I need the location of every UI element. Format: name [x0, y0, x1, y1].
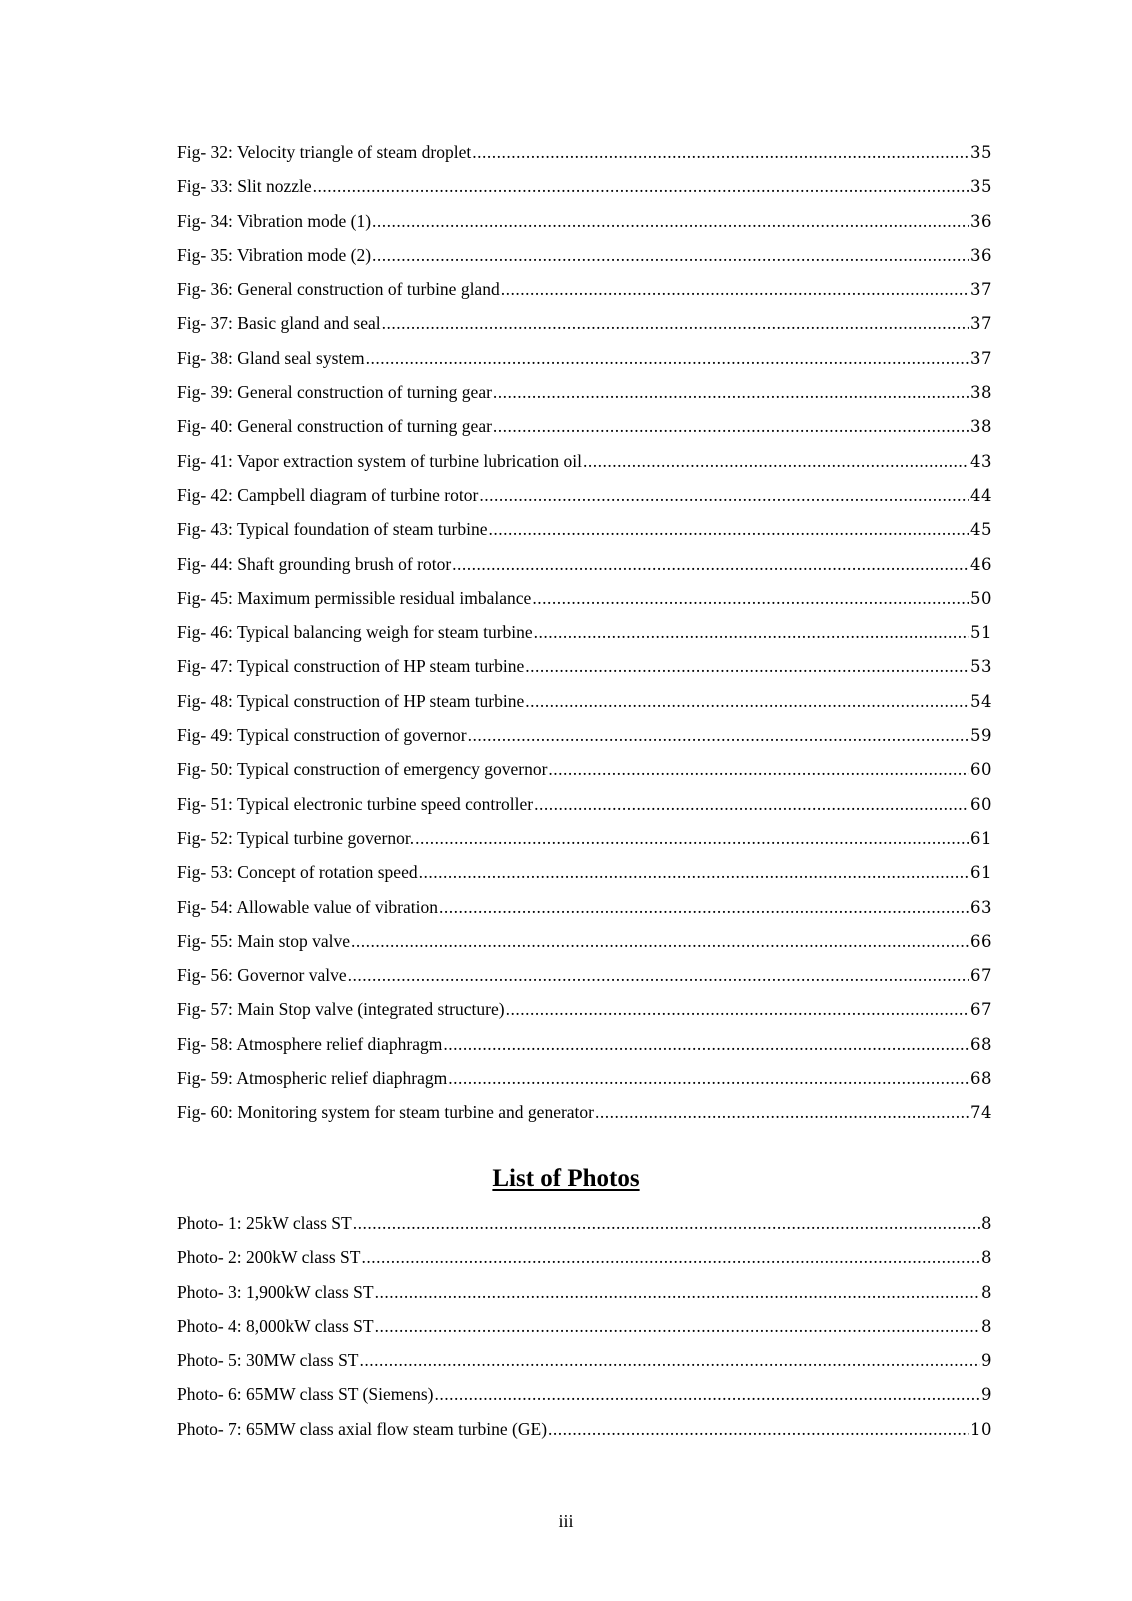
figure-entry-label: Fig- 38: Gland seal system [177, 347, 365, 368]
figure-entry-page-number: 37 [970, 348, 992, 368]
figure-entry-page-number: 43 [970, 451, 992, 471]
photo-entry-page-number: 8 [981, 1282, 992, 1302]
dot-leader [439, 896, 969, 918]
dot-leader [351, 930, 969, 952]
list-of-photos [177, 1212, 992, 1452]
photo-entry-label: Photo- 1: 25kW class ST [177, 1213, 352, 1233]
dot-leader [348, 964, 969, 986]
dot-leader [419, 861, 969, 883]
dot-leader [361, 1246, 980, 1268]
figure-entry-page-number: 67 [970, 966, 992, 986]
figure-entry-page-number: 37 [970, 314, 992, 334]
photo-entry-label: Photo- 7: 65MW class axial flow steam turbine (GE) [177, 1418, 548, 1439]
figure-entry-label: Fig- 33: Slit nozzle [177, 176, 312, 197]
photo-entry-label: Photo- 2: 200kW class ST [177, 1247, 361, 1268]
figure-entry-label: Fig- 58: Atmosphere relief diaphragm [177, 1033, 443, 1054]
figure-entry-page-number: 51 [970, 623, 992, 643]
figure-entry-page-number: 38 [970, 417, 992, 437]
figure-entry-label: Fig- 34: Vibration mode (1) [177, 210, 372, 231]
photo-entry-page-number: 8 [981, 1214, 992, 1233]
photo-entry[interactable] [177, 1315, 992, 1349]
photo-entry-label: Photo- 6: 65MW class ST (Siemens) [177, 1384, 434, 1405]
figure-entry-page-number: 36 [970, 245, 992, 265]
dot-leader [448, 1067, 969, 1089]
dot-leader [493, 415, 969, 437]
dot-leader [372, 210, 969, 232]
photo-entry-page-number: 8 [981, 1316, 992, 1336]
figure-entry-label: Fig- 36: General construction of turbine gland [177, 279, 500, 300]
dot-leader [506, 998, 969, 1020]
figure-entry-label: Fig- 42: Campbell diagram of turbine rotor [177, 484, 479, 505]
figure-entry[interactable] [177, 896, 992, 930]
figure-entry[interactable] [177, 1067, 992, 1101]
figure-entry[interactable] [177, 827, 992, 861]
dot-leader [468, 724, 969, 746]
photo-entry-page-number: 9 [981, 1351, 992, 1371]
photo-entry-label: Photo- 3: 1,900kW class ST [177, 1281, 374, 1302]
figure-entry-page-number: 61 [970, 863, 992, 883]
figure-entry-page-number: 61 [970, 828, 992, 848]
dot-leader [493, 381, 969, 403]
figure-entry[interactable] [177, 278, 992, 312]
figure-entry-label: Fig- 54: Allowable value of vibration [177, 896, 438, 917]
photo-entry-page-number: 10 [970, 1419, 992, 1439]
figure-entry[interactable] [177, 724, 992, 758]
figure-entry-label: Fig- 47: Typical construction of HP steam turbine [177, 656, 525, 677]
figure-entry[interactable] [177, 998, 992, 1032]
figure-entry-page-number: 60 [970, 760, 992, 780]
dot-leader [366, 347, 969, 369]
dot-leader [375, 1315, 980, 1337]
photo-entry-page-number: 8 [981, 1248, 992, 1268]
figure-entry-label: Fig- 45: Maximum permissible residual imbalance [177, 587, 532, 608]
figure-entry-page-number: 45 [970, 520, 992, 540]
figure-entry[interactable] [177, 690, 992, 724]
dot-leader [595, 1101, 969, 1123]
figure-entry-page-number: 66 [970, 931, 992, 951]
figure-entry[interactable] [177, 553, 992, 587]
figure-entry-label: Fig- 35: Vibration mode (2) [177, 244, 372, 265]
figure-entry-page-number: 63 [970, 897, 992, 917]
figure-entry[interactable] [177, 450, 992, 484]
list-of-photos-heading [0, 1164, 1132, 1194]
figure-entry[interactable] [177, 758, 992, 792]
figure-entry-label: Fig- 44: Shaft grounding brush of rotor [177, 553, 452, 574]
figure-entry-label: Fig- 50: Typical construction of emergency governor [177, 759, 548, 780]
figure-entry-label: Fig- 37: Basic gland and seal [177, 313, 381, 334]
photo-entry-page-number: 9 [981, 1385, 992, 1405]
photo-entry[interactable] [177, 1383, 992, 1417]
dot-leader [375, 1281, 980, 1303]
dot-leader [583, 450, 969, 472]
dot-leader [415, 827, 969, 849]
figure-entry-label: Fig- 40: General construction of turning gear [177, 416, 492, 437]
figure-entry[interactable] [177, 210, 992, 244]
figure-entry[interactable] [177, 655, 992, 689]
figure-entry[interactable] [177, 484, 992, 518]
figure-entry[interactable] [177, 518, 992, 552]
dot-leader [353, 1212, 980, 1234]
figure-entry-page-number: 46 [970, 554, 992, 574]
dot-leader [525, 655, 969, 677]
dot-leader [382, 312, 969, 334]
figure-entry-page-number: 74 [970, 1103, 992, 1123]
figure-entry[interactable] [177, 175, 992, 209]
figure-entry-label: Fig- 49: Typical construction of governor [177, 725, 467, 746]
figure-entry-page-number: 68 [970, 1069, 992, 1089]
photo-entry[interactable] [177, 1281, 992, 1315]
photo-entry[interactable] [177, 1212, 992, 1246]
figure-entry-page-number: 35 [970, 177, 992, 197]
figure-entry-label: Fig- 60: Monitoring system for steam turbine and generator [177, 1102, 595, 1123]
figure-entry[interactable] [177, 861, 992, 895]
dot-leader [534, 793, 969, 815]
figure-entry[interactable] [177, 1101, 992, 1135]
list-of-figures-continued [177, 141, 992, 1136]
figure-entry[interactable] [177, 930, 992, 964]
dot-leader [360, 1349, 981, 1371]
photo-entry-label: Photo- 4: 8,000kW class ST [177, 1315, 374, 1336]
figure-entry-label: Fig- 52: Typical turbine governor. [177, 827, 415, 848]
dot-leader [452, 553, 969, 575]
figure-entry[interactable] [177, 347, 992, 381]
figure-entry-page-number: 68 [970, 1034, 992, 1054]
figure-entry-label: Fig- 41: Vapor extraction system of turbine lubrication oil [177, 450, 583, 471]
page-number: iii [558, 1511, 574, 1531]
figure-entry[interactable] [177, 244, 992, 278]
figure-entry-page-number: 67 [970, 1000, 992, 1020]
figure-entry-label: Fig- 46: Typical balancing weigh for steam turbine [177, 622, 533, 643]
figure-entry-page-number: 44 [970, 485, 992, 505]
dot-leader [534, 621, 969, 643]
figure-entry[interactable] [177, 793, 992, 827]
figure-entry-page-number: 38 [970, 383, 992, 403]
figure-entry-label: Fig- 55: Main stop valve [177, 930, 351, 951]
figure-entry-label: Fig- 48: Typical construction of HP steam turbine [177, 690, 525, 711]
photo-entry-label: Photo- 5: 30MW class ST [177, 1350, 359, 1371]
dot-leader [548, 1418, 969, 1440]
figure-entry-page-number: 53 [970, 657, 992, 677]
dot-leader [443, 1033, 969, 1055]
dot-leader [472, 141, 969, 163]
figure-entry-label: Fig- 32: Velocity triangle of steam droplet [177, 142, 472, 162]
figure-entry[interactable] [177, 621, 992, 655]
figure-entry-label: Fig- 39: General construction of turning gear [177, 382, 492, 403]
figure-entry[interactable] [177, 587, 992, 621]
dot-leader [532, 587, 969, 609]
figure-entry-page-number: 50 [970, 588, 992, 608]
figure-entry-page-number: 37 [970, 280, 992, 300]
dot-leader [548, 758, 969, 780]
figure-entry-label: Fig- 56: Governor valve [177, 965, 347, 986]
dot-leader [525, 690, 969, 712]
figure-entry-page-number: 54 [970, 691, 992, 711]
figure-entry-page-number: 59 [970, 726, 992, 746]
figure-entry-label: Fig- 59: Atmospheric relief diaphragm [177, 1068, 448, 1089]
dot-leader [435, 1383, 980, 1405]
figure-entry[interactable] [177, 141, 992, 175]
figure-entry-label: Fig- 57: Main Stop valve (integrated structure) [177, 999, 505, 1020]
photo-entry[interactable] [177, 1418, 992, 1452]
photo-entry[interactable] [177, 1246, 992, 1280]
figure-entry[interactable] [177, 381, 992, 415]
dot-leader [372, 244, 969, 266]
dot-leader [488, 518, 969, 540]
figure-entry[interactable] [177, 1033, 992, 1067]
figure-entry[interactable] [177, 312, 992, 346]
figure-entry-label: Fig- 43: Typical foundation of steam turbine [177, 519, 488, 540]
dot-leader [479, 484, 969, 506]
figure-entry-page-number: 36 [970, 211, 992, 231]
figure-entry[interactable] [177, 415, 992, 449]
figure-entry-page-number: 35 [970, 143, 992, 162]
section-heading-text: List of Photos [492, 1165, 640, 1192]
figure-entry[interactable] [177, 964, 992, 998]
figure-entry-label: Fig- 53: Concept of rotation speed [177, 862, 418, 883]
dot-leader [501, 278, 969, 300]
dot-leader [313, 175, 969, 197]
photo-entry[interactable] [177, 1349, 992, 1383]
figure-entry-page-number: 60 [970, 794, 992, 814]
figure-entry-label: Fig- 51: Typical electronic turbine speed controller [177, 793, 534, 814]
